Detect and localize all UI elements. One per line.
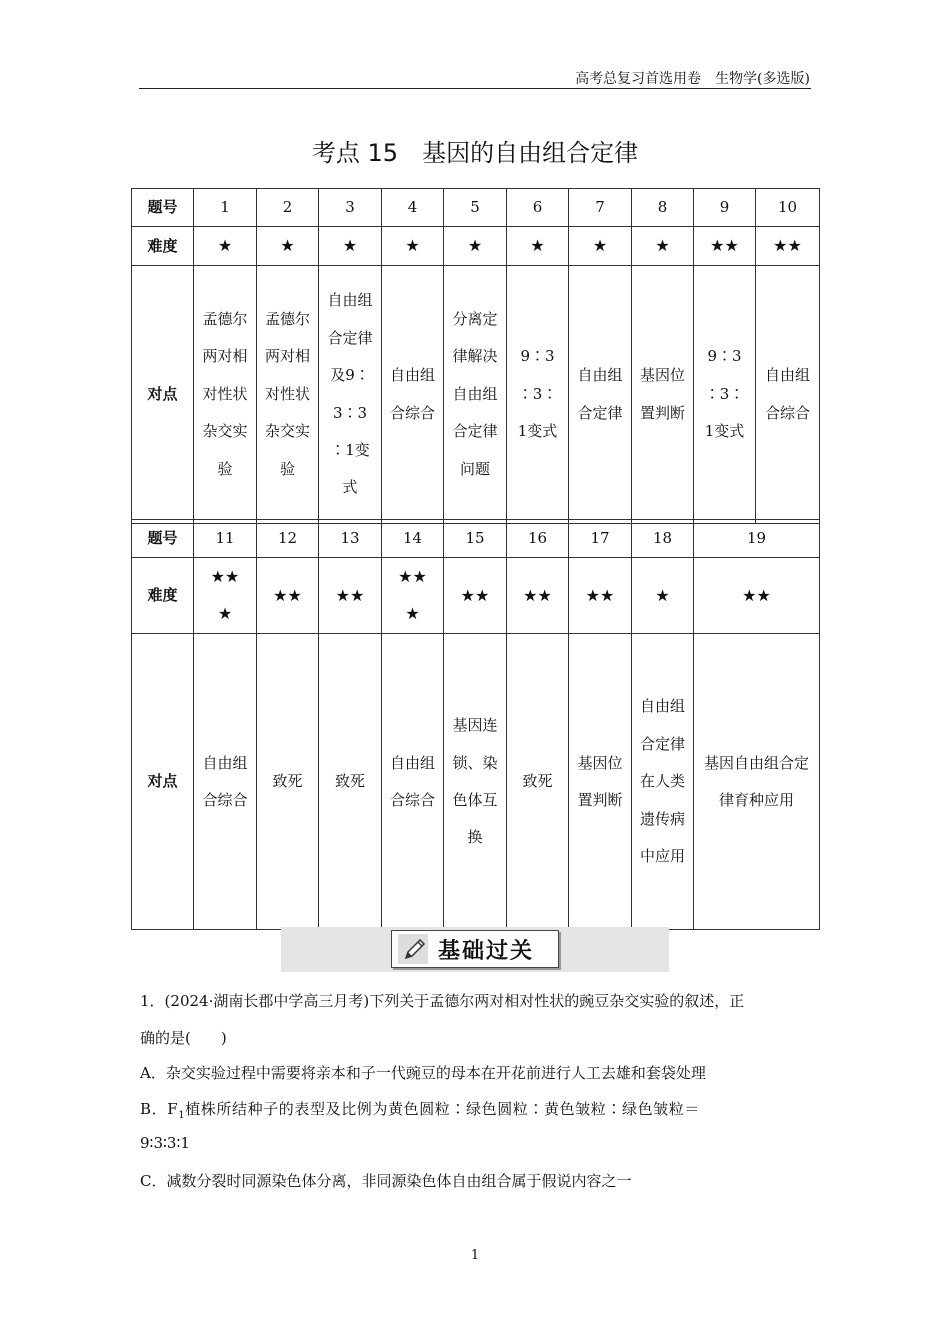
table-2-point-row	[132, 634, 820, 930]
num-text: 3	[345, 198, 355, 216]
point-cell	[569, 266, 632, 524]
num-cell	[756, 189, 820, 227]
point-text: 孟德尔两对相对性状杂交实验	[264, 309, 310, 478]
diff-text: ★★	[335, 585, 365, 605]
diff-cell	[319, 227, 382, 266]
diff-text: ★★	[742, 585, 771, 605]
diff-text: ★★	[773, 236, 802, 255]
option-b-subscript: 1	[178, 1110, 186, 1121]
num-text: 14	[402, 529, 423, 547]
section-banner	[281, 927, 669, 972]
num-text: 4	[407, 198, 418, 216]
point-text: 自由组合定律	[577, 366, 623, 422]
diff-cell	[382, 227, 444, 266]
row-label-diff: 难度	[132, 227, 194, 266]
num-text: 18	[652, 529, 673, 547]
diff-cell	[194, 558, 257, 634]
point-text: 9∶3∶3∶1变式	[517, 347, 558, 441]
diff-text: ★★	[523, 585, 552, 605]
diff-text: ★	[655, 236, 670, 255]
banner-box	[391, 930, 559, 968]
point-text: 基因连锁、染色体互换	[452, 716, 498, 847]
diff-cell	[444, 558, 507, 634]
point-text: 自由组合综合	[202, 753, 248, 809]
num-text: 2	[282, 198, 293, 216]
num-text: 5	[470, 198, 480, 216]
point-cell	[694, 634, 820, 930]
point-text: 自由组合定律在人类遗传病中应用	[639, 697, 685, 866]
diff-text: ★★	[460, 585, 490, 605]
num-text: 1	[220, 198, 230, 216]
table-1-num-row	[132, 189, 820, 227]
point-text: 自由组合定律及9∶3∶3∶1变式	[327, 291, 373, 497]
diff-text: ★	[280, 236, 295, 255]
diff-text: ★★	[710, 236, 739, 255]
table-1	[131, 188, 820, 524]
point-text: 9∶3∶3∶1变式	[704, 347, 745, 441]
point-cell	[382, 266, 444, 524]
point-text: 基因自由组合定律育种应用	[703, 753, 809, 809]
num-text: 12	[277, 529, 298, 547]
diff-text: ★	[467, 236, 483, 255]
num-text: 9	[719, 198, 730, 216]
num-text: 7	[595, 198, 605, 216]
point-cell	[194, 634, 257, 930]
num-text: 16	[527, 529, 548, 547]
point-text: 孟德尔两对相对性状杂交实验	[202, 309, 248, 478]
point-text: 致死	[272, 772, 303, 791]
option-b-prefix: B．F	[140, 1100, 179, 1118]
diff-cell	[569, 558, 632, 634]
diff-cell	[632, 227, 694, 266]
table-2-num-row	[132, 520, 820, 558]
diff-cell	[194, 227, 257, 266]
num-cell	[319, 189, 382, 227]
header-text: 高考总复习首选用卷 生物学(多选版)	[575, 71, 810, 87]
option-a: A．杂交实验过程中需要将亲本和子一代豌豆的母本在开花前进行人工去雄和套袋处理	[140, 1064, 706, 1082]
table-1-diff-row	[132, 227, 820, 266]
num-cell	[319, 520, 382, 558]
header-rule	[139, 88, 811, 89]
diff-text: ★	[592, 236, 608, 255]
table-2	[131, 519, 820, 930]
diff-cell	[382, 558, 444, 634]
pencil-icon	[398, 934, 428, 964]
num-text: 17	[590, 529, 610, 547]
num-cell	[507, 189, 569, 227]
option-c: C．减数分裂时同源染色体分离，非同源染色体自由组合属于假说内容之一	[140, 1172, 632, 1190]
num-cell	[382, 520, 444, 558]
point-cell	[756, 266, 820, 524]
point-cell	[382, 634, 444, 930]
point-cell	[257, 634, 319, 930]
diff-cell	[319, 558, 382, 634]
diff-text: ★	[655, 585, 670, 605]
point-cell	[507, 266, 569, 524]
num-cell	[569, 189, 632, 227]
num-cell	[694, 189, 756, 227]
diff-text: ★	[530, 236, 545, 255]
num-cell	[444, 189, 507, 227]
diff-cell	[444, 227, 507, 266]
point-text: 自由组合综合	[764, 366, 810, 422]
point-text: 自由组合综合	[389, 753, 435, 809]
diff-text: ★	[342, 236, 358, 255]
diff-cell	[756, 227, 820, 266]
diff-text: ★★★	[210, 567, 240, 624]
num-cell	[694, 520, 820, 558]
point-cell	[194, 266, 257, 524]
row-label-diff: 难度	[132, 558, 194, 634]
point-cell	[632, 266, 694, 524]
table-2-diff-row	[132, 558, 820, 634]
num-text: 10	[777, 198, 798, 216]
point-cell	[569, 634, 632, 930]
point-cell	[319, 266, 382, 524]
num-cell	[632, 520, 694, 558]
diff-text: ★★	[273, 585, 302, 605]
point-cell	[632, 634, 694, 930]
diff-cell	[694, 227, 756, 266]
diff-text: ★	[405, 236, 420, 255]
diff-text: ★★★	[398, 567, 427, 624]
point-cell	[257, 266, 319, 524]
num-text: 8	[657, 198, 668, 216]
diff-text: ★★	[585, 585, 615, 605]
num-cell	[194, 520, 257, 558]
point-text: 基因位置判断	[639, 366, 685, 422]
num-text: 15	[465, 529, 485, 547]
num-cell	[382, 189, 444, 227]
table-1-point-row	[132, 266, 820, 524]
num-cell	[194, 189, 257, 227]
row-label-num: 题号	[132, 520, 194, 558]
point-cell	[444, 266, 507, 524]
point-text: 自由组合综合	[389, 366, 435, 422]
point-text: 致死	[522, 772, 553, 791]
point-text: 分离定律解决自由组合定律问题	[452, 309, 498, 478]
option-b-line-2: 9∶3∶3∶1	[140, 1134, 190, 1152]
question-1-line-1: 1．(2024·湖南长郡中学高三月考)下列关于孟德尔两对相对性状的豌豆杂交实验的叙述，正	[140, 992, 745, 1010]
question-1-line-2: 确的是( )	[140, 1029, 227, 1047]
diff-cell	[257, 558, 319, 634]
diff-cell	[507, 227, 569, 266]
num-cell	[444, 520, 507, 558]
num-text: 13	[340, 529, 360, 547]
num-cell	[632, 189, 694, 227]
point-cell	[319, 634, 382, 930]
option-b-text: 植株所结种子的表型及比例为黄色圆粒∶绿色圆粒∶黄色皱粒∶绿色皱粒＝	[185, 1100, 701, 1118]
row-label-point: 对点	[132, 634, 194, 930]
point-cell	[507, 634, 569, 930]
num-cell	[507, 520, 569, 558]
banner-label: 基础过关	[438, 939, 535, 964]
point-text: 致死	[334, 772, 365, 791]
num-text: 6	[532, 198, 543, 216]
diff-cell	[257, 227, 319, 266]
option-b	[140, 1098, 700, 1121]
page-number: 1	[470, 1248, 480, 1263]
diff-cell	[632, 558, 694, 634]
row-label-point: 对点	[132, 266, 194, 524]
num-text: 19	[746, 529, 767, 547]
point-text: 基因位置判断	[577, 753, 623, 809]
point-cell	[444, 634, 507, 930]
num-text: 11	[215, 529, 235, 547]
diff-cell	[507, 558, 569, 634]
num-cell	[257, 520, 319, 558]
row-label-num: 题号	[132, 189, 194, 227]
diff-text: ★	[217, 236, 233, 255]
num-cell	[257, 189, 319, 227]
num-cell	[569, 520, 632, 558]
diff-cell	[694, 558, 820, 634]
page-title: 考点 15 基因的自由组合定律	[311, 139, 639, 167]
diff-cell	[569, 227, 632, 266]
point-cell	[694, 266, 756, 524]
